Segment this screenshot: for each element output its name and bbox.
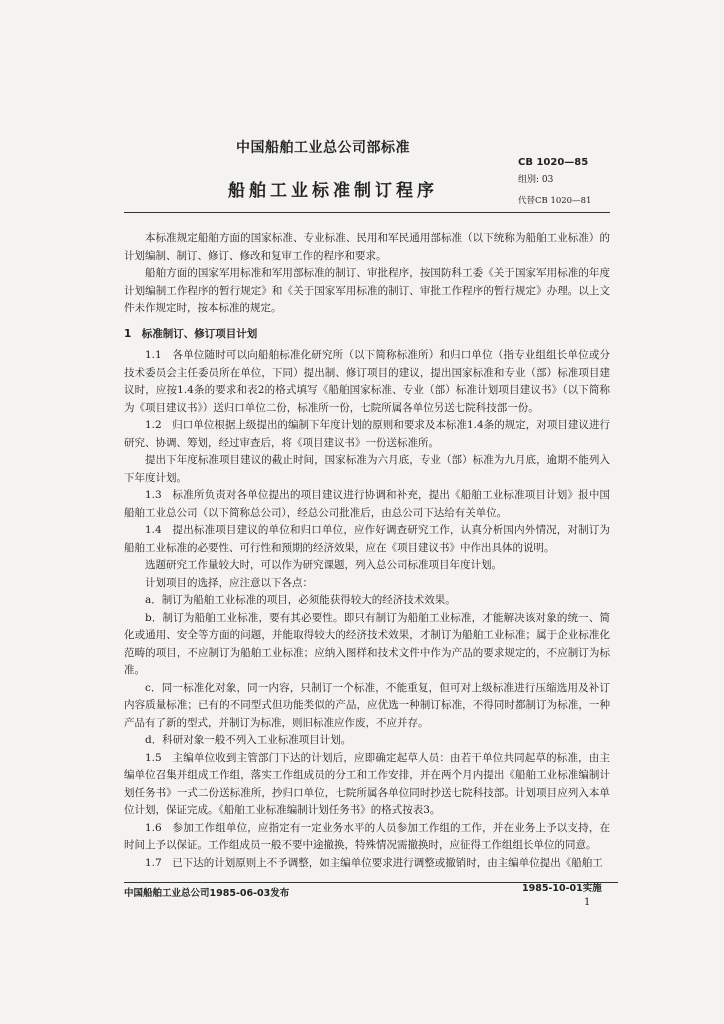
clause-1-5: 1.5 主编单位收到主管部门下达的计划后，应即确定起草人员：由若干单位共同起草的标准，由主编单位召集并组成工作组，落实工作组成员的分工和工作安排，并在两个月内提出《船舶工业标准编制计划任务书》一式二份送标准所，抄归口单位，七院所属各单位同时抄送七院科技部。计划项目应列入本单位计划，保证完成。《船舶工业标准编制计划任务书》的格式按表3。 xyxy=(124,751,610,816)
list-item-a: a．制订为船舶工业标准的项目，必须能获得较大的经济技术效果。 xyxy=(145,594,456,606)
section-heading-1: 1 标准制订、修订项目计划 xyxy=(124,327,258,340)
list-item-d: d．科研对象一般不列入工业标准项目计划。 xyxy=(145,734,352,746)
clause-1-2: 1.2 归口单位根据上级提出的编制下年度计划的原则和要求及本标准1.4条的规定，对项目建议进行研究、协调、筹划，经过审查后，将《项目建议书》一份送标准所。 xyxy=(124,419,610,449)
clause-1-4-list-intro: 计划项目的选择，应注意以下各点： xyxy=(145,576,313,589)
page-number: 1 xyxy=(584,897,591,908)
effective-date: 1985-10-01实施 xyxy=(522,883,602,894)
list-item-c: c．同一标准化对象，同一内容，只制订一个标准，不能重复，但可对上级标准进行压缩选用及补订内容质量标准；已有的不同型式但功能类似的产品，应优选一种制订标准，不得同时都制订为标准，一种产品有了新的型式，并制订为标准，则旧标准应作废，不应并存。 xyxy=(124,681,610,729)
clause-1-4: 1.4 提出标准项目建议的单位和归口单位，应作好调查研究工作，认真分析国内外情况，对制订为船舶工业标准的必要性、可行性和预期的经济效果，应在《项目建议书》中作出具体的说明。 xyxy=(124,524,610,554)
issue-date: 中国船舶工业总公司1985-06-03发布 xyxy=(124,888,290,899)
clause-1-4-note: 选题研究工作量较大时，可以作为研究课题，列入总公司标准项目年度计划。 xyxy=(145,559,502,571)
clause-1-6: 1.6 参加工作组单位，应指定有一定业务水平的人员参加工作组的工作，并在业务上予以支持，在时间上予以保证。工作组成员一般不要中途撤换，特殊情况需撤换时，应征得工作组组长单位的同意。 xyxy=(124,821,610,851)
header-divider xyxy=(124,212,610,213)
clause-1-7: 1.7 已下达的计划原则上不予调整，如主编单位要求进行调整或撤销时，由主编单位提出《船舶工 xyxy=(145,856,603,869)
intro-paragraph-1: 本标准规定船舶方面的国家标准、专业标准、民用和军民通用部标准（以下统称为船舶工业标准）的计划编制、制订、修订、修改和复审工作的程序和要求。 xyxy=(124,232,610,262)
document-body xyxy=(124,230,610,872)
clause-1-2-continued: 提出下年度标准项目建议的截止时间，国家标准为六月底，专业（部）标准为九月底，逾期不能列入下年度计划。 xyxy=(124,454,610,484)
replaces-standard: 代替CB 1020—81 xyxy=(518,196,592,206)
clause-1-1: 1.1 各单位随时可以向船舶标准化研究所（以下简称标准所）和归口单位（指专业组组长单位或分技术委员会主任委员所在单位，下同）提出制、修订项目的建议，提出国家标准和专业（部）标准项目建议时，应按1.4条的要求和表2的格式填写《船舶国家标准、专业（部）标准计划项目建议书》（以下简称为《项目建议书》）送归口单位二份，标准所一份，七院所属各单位另送七院科技部一份。 xyxy=(124,349,610,414)
clause-1-3: 1.3 标准所负责对各单位提出的项目建议进行协调和补充，提出《船舶工业标准项目计划》报中国船舶工业总公司（以下简称总公司），经总公司批准后，由总公司下达给有关单位。 xyxy=(124,489,610,519)
issuing-organization: 中国船舶工业总公司部标准 xyxy=(236,140,410,156)
intro-paragraph-2: 船舶方面的国家军用标准和军用部标准的制订、审批程序，按国防科工委《关于国家军用标准的年度计划编制工作程序的暂行规定》和《关于国家军用标准的制订、审批工作程序的暂行规定》办理。以上文件未作规定时，按本标准的规定。 xyxy=(124,267,610,314)
document-title: 船舶工业标准制订程序 xyxy=(228,181,438,201)
category-group: 组别: 03 xyxy=(518,175,554,185)
standard-code: CB 1020—85 xyxy=(518,157,589,168)
list-item-b: b．制订为船舶工业标准，要有其必要性。即只有制订为船舶工业标准，才能解决该对象的统一、简化或通用、安全等方面的问题，并能取得较大的经济技术效果，才制订为船舶工业标准；属于企业标准化范畴的项目，不应制订为船舶工业标准；应纳入图样和技术文件中作为产品的要求规定的，不应制订为标准。 xyxy=(124,611,610,676)
